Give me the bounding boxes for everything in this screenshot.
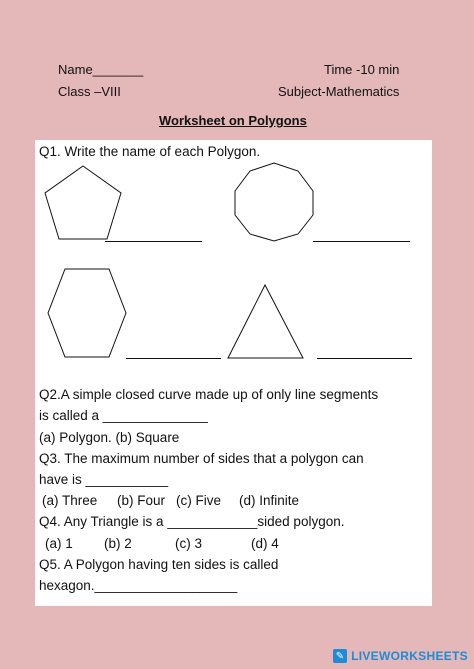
q1-answer-blank-4[interactable]	[317, 358, 412, 359]
q5-line-2: hexagon.___________________	[39, 578, 238, 593]
q3-option-a: (a) Three	[42, 493, 98, 508]
worksheet-panel	[35, 140, 432, 606]
triangle-icon	[225, 282, 307, 362]
liveworksheets-logo[interactable]	[333, 649, 468, 663]
subject-label: Subject-Mathematics	[278, 84, 400, 99]
q2-line-2: is called a ______________	[39, 408, 208, 423]
worksheet-title: Worksheet on Polygons	[159, 113, 307, 128]
q4-option-b: (b) 2	[104, 536, 132, 551]
hexagon-icon	[45, 266, 129, 360]
class-label: Class –VIII	[58, 84, 121, 99]
q1-text: Q1. Write the name of each Polygon.	[39, 144, 261, 159]
nonagon-icon	[229, 160, 319, 244]
q3-line-1: Q3. The maximum number of sides that a polygon can	[39, 451, 364, 466]
q1-answer-blank-3[interactable]	[126, 358, 221, 359]
liveworksheets-icon: ✎	[333, 649, 347, 663]
q2-options: (a) Polygon. (b) Square	[39, 430, 180, 445]
pentagon-icon	[42, 163, 124, 243]
q4-line-1: Q4. Any Triangle is a ____________sided polygon.	[39, 514, 345, 529]
q3-option-d: (d) Infinite	[239, 493, 300, 508]
brand-text: LIVEWORKSHEETS	[351, 649, 468, 663]
q4-option-c: (c) 3	[175, 536, 202, 551]
q1-answer-blank-2[interactable]	[313, 241, 410, 242]
name-field-label: Name_______	[58, 62, 144, 77]
q1-answer-blank-1[interactable]	[105, 241, 202, 242]
q3-option-c: (c) Five	[176, 493, 221, 508]
q4-option-a: (a) 1	[45, 536, 73, 551]
q3-line-2: have is ___________	[39, 472, 169, 487]
q2-line-1: Q2.A simple closed curve made up of only line segments	[39, 387, 379, 402]
q4-option-d: (d) 4	[251, 536, 279, 551]
q3-option-b: (b) Four	[117, 493, 166, 508]
q5-line-1: Q5. A Polygon having ten sides is called	[39, 557, 279, 572]
time-label: Time -10 min	[324, 62, 400, 77]
